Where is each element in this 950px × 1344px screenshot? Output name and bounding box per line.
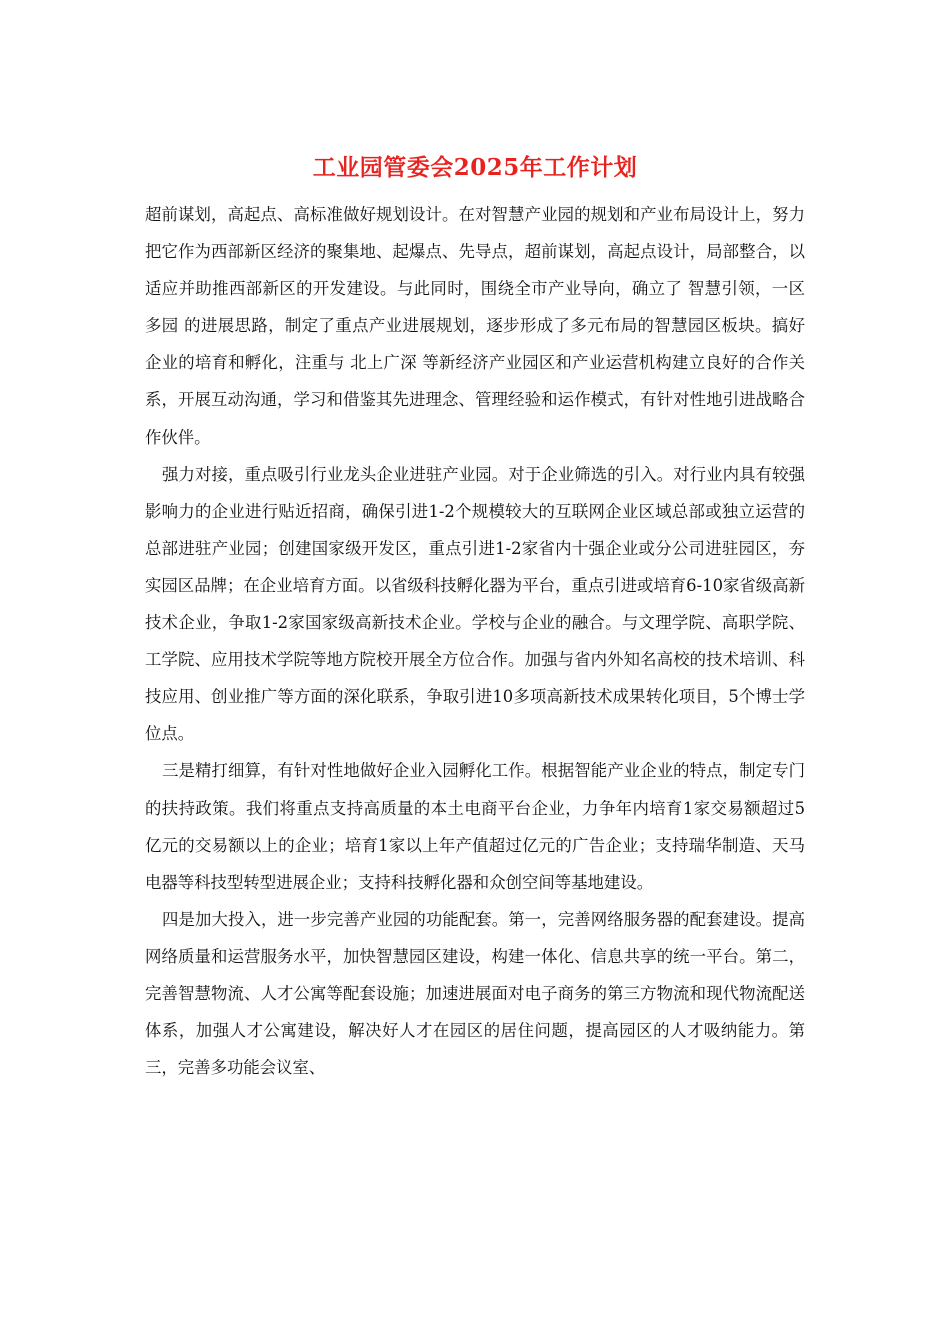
document-body	[145, 196, 805, 1086]
document-title: 工业园管委会2025年工作计划	[312, 154, 638, 181]
paragraph-investment: 四是加大投入，进一步完善产业园的功能配套。第一，完善网络服务器的配套建设。提高网络质量和运营服务水平，加快智慧园区建设，构建一体化、信息共享的统一平台。第二，完善智慧物流、人才公寓等配套设施；加速进展面对电子商务的第三方物流和现代物流配送体系，加强人才公寓建设，解决好人才在园区的居住问题，提高园区的人才吸纳能力。第三，完善多功能会议室、	[145, 909, 805, 1078]
paragraph-planning: 超前谋划，高起点、高标准做好规划设计。在对智慧产业园的规划和产业布局设计上，努力把它作为西部新区经济的聚集地、起爆点、先导点，超前谋划，高起点设计，局部整合，以适应并助推西部新区的开发建设。与此同时，围绕全市产业导向，确立了 智慧引领，一区多园 的进展思路，制定了重点产业进展规划，逐步形成了多元布局的智慧园区板块。搞好企业的培育和孵化，注重与 北上广深 等新经济产业园区和产业运营机构建立良好的合作关系，开展互动沟通，学习和借鉴其先进理念、管理经验和运作模式，有针对性地引进战略合作伙伴。	[145, 205, 805, 447]
paragraph-incubation: 三是精打细算，有针对性地做好企业入园孵化工作。根据智能产业企业的特点，制定专门的扶持政策。我们将重点支持高质量的本土电商平台企业，力争年内培育1家交易额超过5亿元的交易额以上的企业；培育1家以上年产值超过亿元的广告企业；支持瑞华制造、天马电器等科技型转型进展企业；支持科技孵化器和众创空间等基地建设。	[145, 761, 805, 892]
paragraph-docking: 强力对接，重点吸引行业龙头企业进驻产业园。对于企业筛选的引入。对行业内具有较强影响力的企业进行贴近招商，确保引进1-2个规模较大的互联网企业区域总部或独立运营的总部进驻产业园；创建国家级开发区，重点引进1-2家省内十强企业或分公司进驻园区，夯实园区品牌；在企业培育方面。以省级科技孵化器为平台，重点引进或培育6-10家省级高新技术企业，争取1-2家国家级高新技术企业。学校与企业的融合。与文理学院、高职学院、工学院、应用技术学院等地方院校开展全方位合作。加强与省内外知名高校的技术培训、科技应用、创业推广等方面的深化联系，争取引进10多项高新技术成果转化项目，5个博士学位点。	[145, 464, 805, 744]
